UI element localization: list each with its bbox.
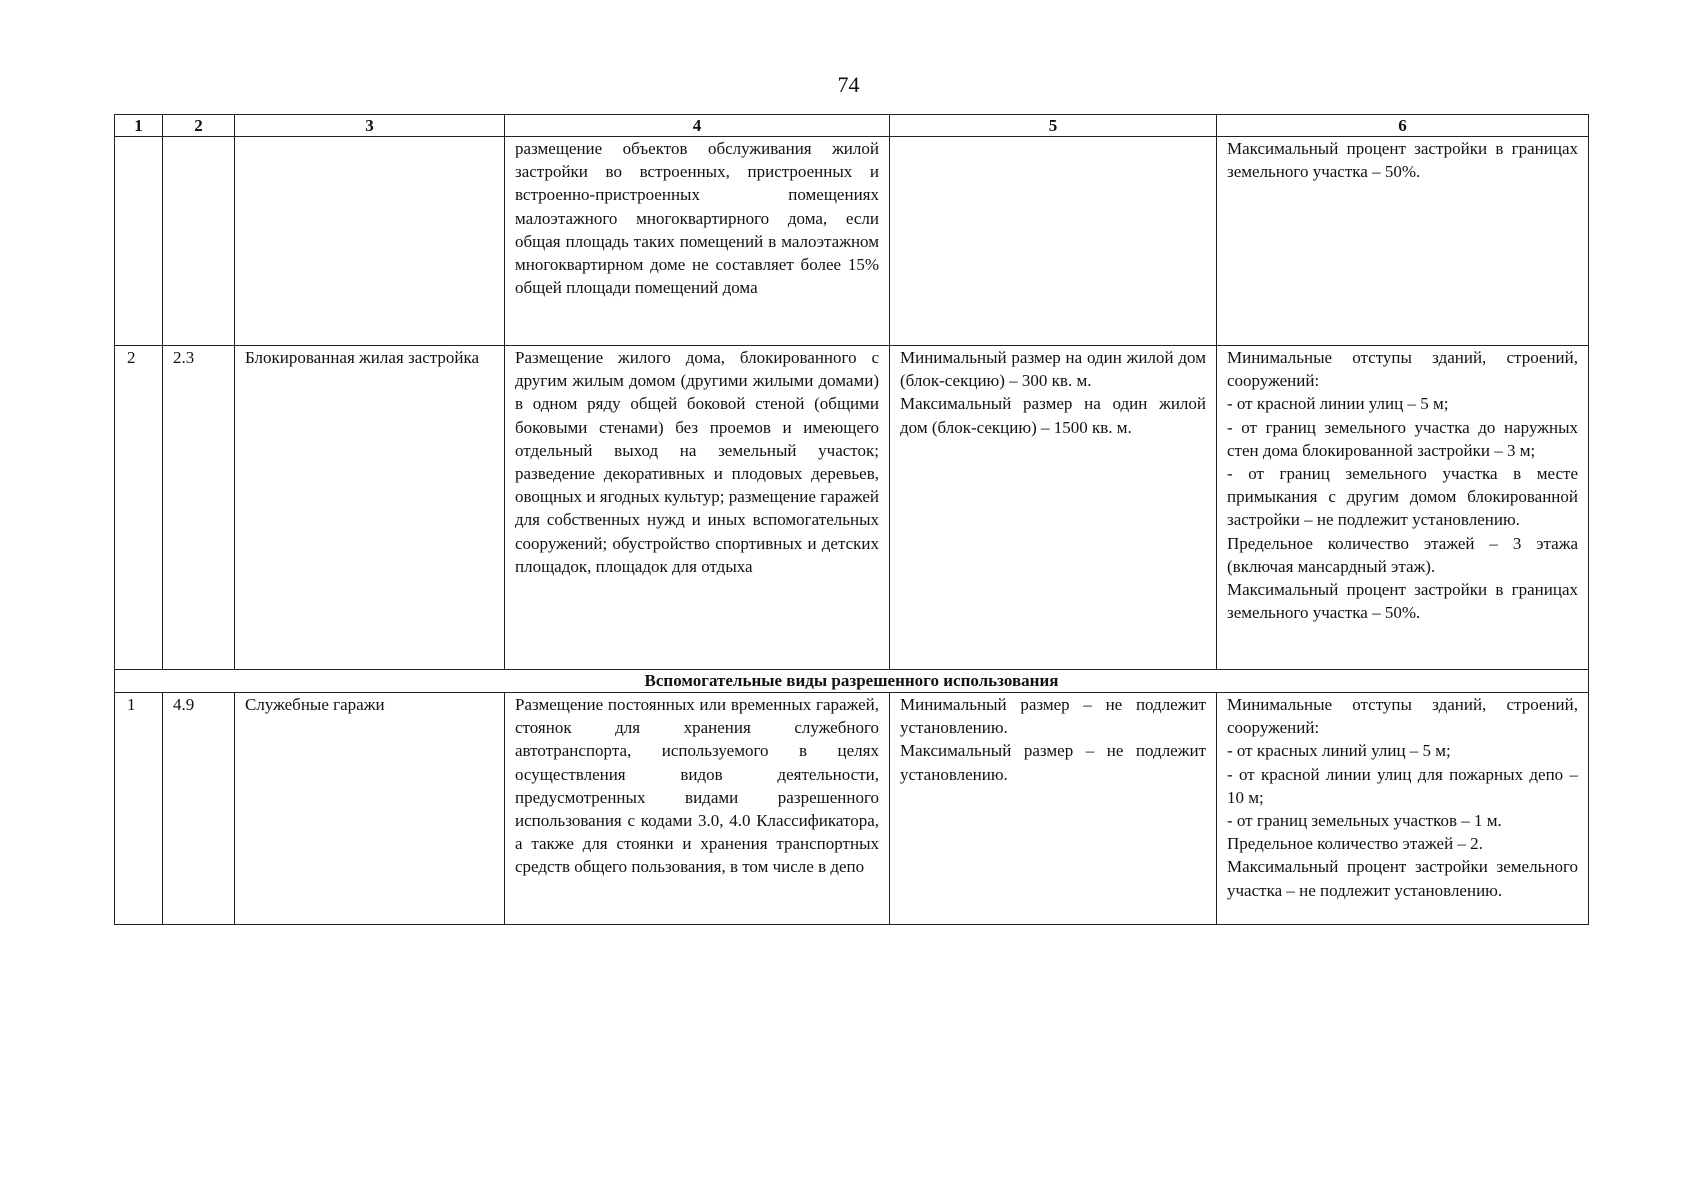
building-param-line: Максимальный процент застройки в границах земельного участка – 50%. (1227, 139, 1578, 182)
plot-size-line: Максимальный размер на один жилой дом (блок-секцию) – 1500 кв. м. (900, 394, 1206, 437)
building-param-line: - от границ земельных участков – 1 м. (1227, 811, 1502, 831)
building-param-line: Минимальные отступы зданий, строений, сооружений: (1227, 348, 1578, 391)
building-param-line: - от красных линий улиц – 5 м; (1227, 741, 1451, 761)
section-heading-row (115, 670, 1589, 693)
row-number-cell: 2 (115, 346, 163, 670)
plot-size-line: Минимальный размер – не подлежит установлению. (900, 695, 1206, 738)
building-param-line: Предельное количество этажей – 2. (1227, 834, 1483, 854)
column-number-1: 1 (115, 115, 163, 137)
building-param-line: Максимальный процент застройки в границах земельного участка – 50%. (1227, 580, 1578, 623)
use-code-cell (163, 137, 235, 346)
zoning-regulations-table (114, 114, 1589, 925)
use-code-cell: 2.3 (163, 346, 235, 670)
use-description-cell: Размещение жилого дома, блокированного с другим жилым домом (другими жилыми домами) в одном ряду общей боковой стеной (общими боковыми стенами) без проемов и имеющего отдельный выход на земельный участок; разведение декоративных и плодовых деревьев, овощных и ягодных культур; размещение гаражей для собственных нужд и иных вспомогательных сооружений; обустройство спортивных и детских площадок, площадок для отдыха (505, 346, 890, 670)
column-number-5: 5 (890, 115, 1217, 137)
use-name-cell: Служебные гаражи (235, 693, 505, 925)
column-number-row (115, 115, 1589, 137)
table-row (115, 693, 1589, 925)
building-param-line: - от границ земельного участка до наружных стен дома блокированной застройки – 3 м; (1227, 417, 1578, 460)
use-name-cell: Блокированная жилая застройка (235, 346, 505, 670)
table-row (115, 346, 1589, 670)
building-param-line: - от красной линии улиц для пожарных депо – 10 м; (1227, 764, 1578, 807)
plot-size-cell (890, 346, 1217, 670)
page-number: 74 (837, 72, 860, 97)
row-number-cell (115, 137, 163, 346)
use-name-cell (235, 137, 505, 346)
column-number-6: 6 (1217, 115, 1589, 137)
use-description-cell: размещение объектов обслуживания жилой застройки во встроенных, пристроенных и встроенно-пристроенных помещениях малоэтажного многоквартирного дома, если общая площадь таких помещений в малоэтажном многоквартирном доме не составляет более 15% общей площади помещений дома (505, 137, 890, 346)
table-row (115, 137, 1589, 346)
building-param-line: Предельное количество этажей – 3 этажа (включая мансардный этаж). (1227, 533, 1578, 576)
plot-size-cell (890, 693, 1217, 925)
plot-size-line: Максимальный размер – не подлежит установлению. (900, 741, 1206, 784)
plot-size-line: Минимальный размер на один жилой дом (блок-секцию) – 300 кв. м. (900, 348, 1206, 391)
building-param-line: Минимальные отступы зданий, строений, сооружений: (1227, 695, 1578, 738)
plot-size-cell (890, 137, 1217, 346)
column-number-3: 3 (235, 115, 505, 137)
building-params-cell (1217, 346, 1589, 670)
building-param-line: - от красной линии улиц – 5 м; (1227, 394, 1449, 414)
building-params-cell (1217, 693, 1589, 925)
column-number-4: 4 (505, 115, 890, 137)
use-code-cell: 4.9 (163, 693, 235, 925)
building-params-cell (1217, 137, 1589, 346)
section-heading: Вспомогательные виды разрешенного использования (115, 670, 1589, 693)
building-param-line: Максимальный процент застройки земельного участка – не подлежит установлению. (1227, 857, 1578, 900)
column-number-2: 2 (163, 115, 235, 137)
use-description-cell: Размещение постоянных или временных гаражей, стоянок для хранения служебного автотранспорта, используемого в целях осуществления видов деятельности, предусмотренных видами разрешенного использования с кодами 3.0, 4.0 Классификатора, а также для стоянки и хранения транспортных средств общего пользования, в том числе в депо (505, 693, 890, 925)
row-number-cell: 1 (115, 693, 163, 925)
building-param-line: - от границ земельного участка в месте примыкания с другим домом блокированной застройки – не подлежит установлению. (1227, 464, 1578, 530)
